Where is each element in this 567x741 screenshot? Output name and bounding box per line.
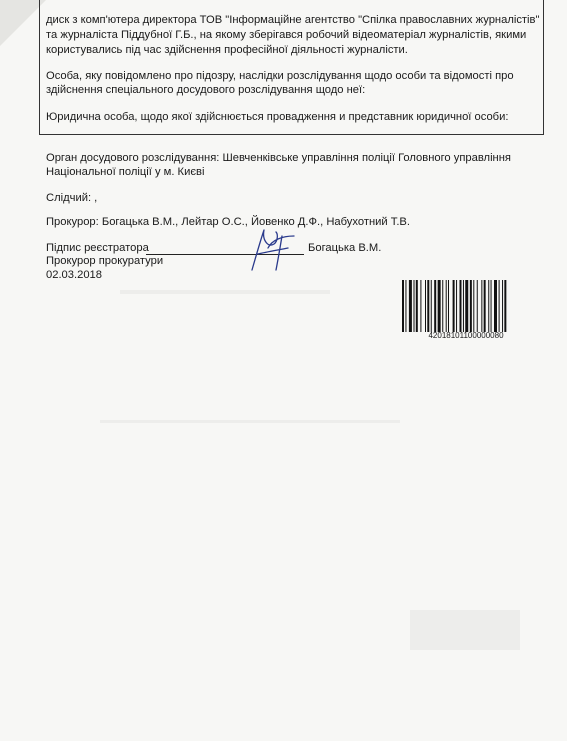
barcode-bar	[438, 280, 441, 332]
barcode-bar	[470, 280, 472, 332]
box-line-1: диск з комп'ютера директора ТОВ "Інформаційне агентство "Спілка православних журналістів"	[46, 14, 540, 26]
barcode-bar	[402, 280, 404, 332]
barcode-bar	[465, 280, 468, 332]
barcode-bar	[460, 280, 462, 332]
registrar-name: Богацька В.М.	[308, 242, 382, 254]
legal-entity-line: Юридична особа, щодо якої здійснюється провадження и представник юридичної особи:	[46, 111, 509, 123]
barcode-bar	[453, 280, 455, 332]
registrar-role: Прокурор прокуратури	[46, 255, 164, 267]
barcode-icon	[402, 280, 530, 332]
prosecutors-line: Прокурор: Богацька В.М., Лейтар О.С., Йовенко Д.Ф., Набухотний Т.В.	[46, 216, 411, 228]
suspect-line-1: Особа, яку повідомлено про підозру, наслідки розслідування щодо особи та відомості про	[46, 70, 514, 82]
barcode-bar	[491, 280, 492, 332]
authority-line-1: Орган досудового розслідування: Шевченківське управління поліції Головного управління	[46, 152, 511, 164]
barcode-bar	[484, 280, 486, 332]
barcode-bar	[456, 280, 457, 332]
barcode-bar	[425, 280, 426, 332]
barcode-bar	[431, 280, 432, 332]
barcode-bar	[463, 280, 464, 332]
barcode-bar	[494, 280, 497, 332]
show-through-mark	[100, 420, 400, 423]
barcode-bar	[434, 280, 436, 332]
barcode-bar	[420, 280, 421, 332]
box-line-3: користувались під час здійснення професійної діяльності журналісти.	[46, 44, 408, 56]
barcode-bar	[405, 280, 406, 332]
barcode-bar	[481, 280, 482, 332]
signature-icon	[238, 226, 298, 272]
barcode-bar	[477, 280, 478, 332]
authority-line-2: Національної поліції у м. Києві	[46, 166, 205, 178]
barcode-bar	[504, 280, 506, 332]
barcode-bar	[499, 280, 500, 332]
show-through-mark	[410, 610, 520, 650]
barcode-bar	[416, 280, 418, 332]
box-line-2: та журналіста Піддубної Г.Б., на якому зберігався робочий відеоматеріал журналістів, якими	[46, 29, 527, 41]
registrar-label: Підпис реєстратора	[46, 242, 149, 254]
suspect-line-2: здійснення спеціального досудового розслідування щодо неї:	[46, 84, 366, 96]
investigator-line: Слідчий: ,	[46, 192, 98, 204]
barcode-bar	[448, 280, 449, 332]
barcode-bar	[427, 280, 429, 332]
barcode-bar	[446, 280, 447, 332]
barcode-bar	[488, 280, 489, 332]
barcode-bar	[502, 280, 503, 332]
barcode-bar	[409, 280, 412, 332]
barcode-bar	[473, 280, 474, 332]
barcode-bar	[442, 280, 443, 332]
show-through-mark	[120, 290, 330, 294]
barcode-bar	[414, 280, 415, 332]
document-date: 02.03.2018	[46, 269, 102, 281]
barcode-number: 42018101100000080	[428, 331, 504, 340]
